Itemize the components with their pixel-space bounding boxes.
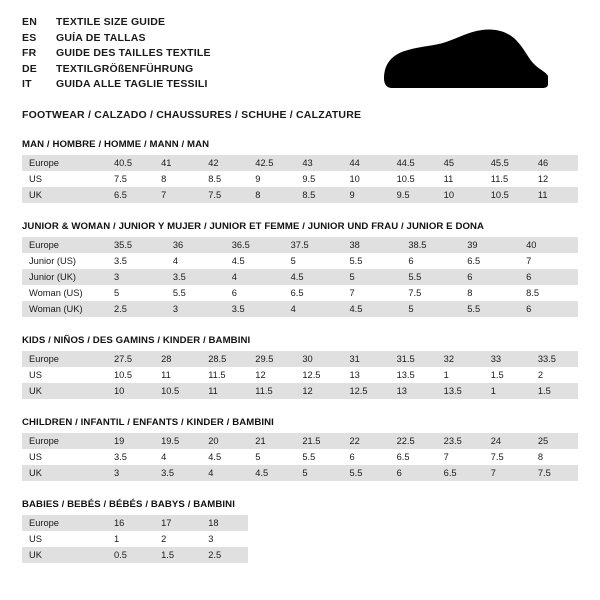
- language-title: GUIDA ALLE TAGLIE TESSILI: [56, 78, 208, 91]
- cell: 7: [154, 187, 201, 203]
- dress-shoe-icon: [370, 28, 550, 95]
- cell: 31: [342, 351, 389, 367]
- cell: 8.5: [201, 171, 248, 187]
- cell: 7.5: [107, 171, 154, 187]
- cell: 9: [248, 171, 295, 187]
- cell: 13.5: [437, 383, 484, 399]
- cell: 5.5: [343, 253, 402, 269]
- row-label: Woman (US): [22, 285, 107, 301]
- cell-empty: [437, 547, 484, 563]
- cell: 10.5: [154, 383, 201, 399]
- cell: 30: [295, 351, 342, 367]
- table-row: [22, 367, 578, 383]
- cell: 9.5: [295, 171, 342, 187]
- table-row: [22, 253, 578, 269]
- cell: 24: [484, 433, 531, 449]
- cell: 7.5: [531, 465, 578, 481]
- table-row: [22, 269, 578, 285]
- cell: 27.5: [107, 351, 154, 367]
- cell: 4: [284, 301, 343, 317]
- cell: 4: [201, 465, 248, 481]
- cell: 45.5: [484, 155, 531, 171]
- cell-empty: [295, 531, 342, 547]
- table-row: [22, 383, 578, 399]
- cell: 1: [437, 367, 484, 383]
- cell: 22: [342, 433, 389, 449]
- row-label: US: [22, 367, 107, 383]
- cell-empty: [531, 531, 578, 547]
- cell: 2: [531, 367, 578, 383]
- cell: 37.5: [284, 237, 343, 253]
- cell: 39: [460, 237, 519, 253]
- row-label: Europe: [22, 351, 107, 367]
- cell-empty: [437, 531, 484, 547]
- cell: 6: [401, 253, 460, 269]
- cell: 3.5: [166, 269, 225, 285]
- cell: 35.5: [107, 237, 166, 253]
- cell: 36: [166, 237, 225, 253]
- table-row: [22, 547, 578, 563]
- cell: 4: [166, 253, 225, 269]
- cell: 22.5: [390, 433, 437, 449]
- cell-empty: [531, 547, 578, 563]
- cell-empty: [390, 515, 437, 531]
- cell: 5.5: [401, 269, 460, 285]
- cell: 8: [460, 285, 519, 301]
- cell: 12.5: [342, 383, 389, 399]
- cell: 7: [484, 465, 531, 481]
- cell: 43: [295, 155, 342, 171]
- group-junior-woman: [22, 221, 578, 317]
- language-title: GUÍA DE TALLAS: [56, 31, 146, 44]
- cell-empty: [342, 515, 389, 531]
- size-table: [22, 155, 578, 203]
- cell: 36.5: [225, 237, 284, 253]
- table-row: [22, 351, 578, 367]
- cell: 0.5: [107, 547, 154, 563]
- cell: 9: [342, 187, 389, 203]
- cell: 13: [342, 367, 389, 383]
- cell: 45: [437, 155, 484, 171]
- row-label: Junior (UK): [22, 269, 107, 285]
- cell: 5: [295, 465, 342, 481]
- cell-empty: [484, 547, 531, 563]
- cell: 40.5: [107, 155, 154, 171]
- cell: 11: [201, 383, 248, 399]
- cell: 4.5: [225, 253, 284, 269]
- cell: 4.5: [343, 301, 402, 317]
- cell: 5: [248, 449, 295, 465]
- cell: 7.5: [201, 187, 248, 203]
- cell-empty: [295, 515, 342, 531]
- size-table: [22, 237, 578, 317]
- language-row: [22, 63, 211, 79]
- language-row: [22, 16, 211, 32]
- cell: 3.5: [107, 449, 154, 465]
- language-row: [22, 32, 211, 48]
- cell: 1: [484, 383, 531, 399]
- cell: 6: [519, 301, 578, 317]
- cell: 11: [154, 367, 201, 383]
- language-code: FR: [22, 47, 37, 60]
- cell: 3: [201, 531, 248, 547]
- cell: 13.5: [390, 367, 437, 383]
- cell-empty: [484, 531, 531, 547]
- cell: 10.5: [390, 171, 437, 187]
- row-label: US: [22, 531, 107, 547]
- cell: 10.5: [107, 367, 154, 383]
- cell-empty: [248, 515, 295, 531]
- cell: 6: [460, 269, 519, 285]
- cell: 41: [154, 155, 201, 171]
- row-label: Europe: [22, 155, 107, 171]
- row-label: Woman (UK): [22, 301, 107, 317]
- cell: 8.5: [295, 187, 342, 203]
- cell: 21.5: [295, 433, 342, 449]
- cell: 8: [531, 449, 578, 465]
- cell: 2.5: [107, 301, 166, 317]
- language-row: [22, 78, 211, 94]
- cell: 42.5: [248, 155, 295, 171]
- row-label: US: [22, 449, 107, 465]
- cell: 7: [519, 253, 578, 269]
- cell: 1.5: [154, 547, 201, 563]
- cell: 11.5: [484, 171, 531, 187]
- cell: 38: [343, 237, 402, 253]
- cell: 1.5: [531, 383, 578, 399]
- cell: 3: [166, 301, 225, 317]
- row-label: UK: [22, 383, 107, 399]
- row-label: UK: [22, 465, 107, 481]
- cell: 8.5: [519, 285, 578, 301]
- cell: 40: [519, 237, 578, 253]
- cell: 10: [107, 383, 154, 399]
- cell: 33.5: [531, 351, 578, 367]
- group-title: KIDS / NIÑOS / DES GAMINS / KINDER / BAMBINI: [22, 335, 251, 346]
- cell: 16: [107, 515, 154, 531]
- cell-empty: [248, 547, 295, 563]
- table-row: [22, 433, 578, 449]
- cell: 12: [531, 171, 578, 187]
- cell: 23.5: [437, 433, 484, 449]
- cell: 25: [531, 433, 578, 449]
- cell: 1.5: [484, 367, 531, 383]
- cell: 3.5: [107, 253, 166, 269]
- language-title: TEXTILGRÖßENFÜHRUNG: [56, 62, 194, 75]
- table-row: [22, 531, 578, 547]
- cell: 4: [154, 449, 201, 465]
- group-children: [22, 417, 578, 481]
- cell: 6.5: [460, 253, 519, 269]
- cell: 3: [107, 269, 166, 285]
- cell: 28.5: [201, 351, 248, 367]
- cell: 5.5: [166, 285, 225, 301]
- row-label: UK: [22, 187, 107, 203]
- row-label: Junior (US): [22, 253, 107, 269]
- cell: 11: [531, 187, 578, 203]
- group-title: JUNIOR & WOMAN / JUNIOR Y MUJER / JUNIOR ET FEMME / JUNIOR UND FRAU / JUNIOR E DONA: [22, 221, 485, 232]
- row-label: US: [22, 171, 107, 187]
- cell: 5.5: [295, 449, 342, 465]
- cell: 5: [107, 285, 166, 301]
- language-title-list: [22, 16, 211, 94]
- cell-empty: [248, 531, 295, 547]
- cell: 4.5: [201, 449, 248, 465]
- cell-empty: [390, 547, 437, 563]
- language-code: ES: [22, 31, 37, 44]
- cell: 44.5: [390, 155, 437, 171]
- cell: 6.5: [284, 285, 343, 301]
- cell: 11: [437, 171, 484, 187]
- group-kids: [22, 335, 578, 399]
- cell: 7.5: [484, 449, 531, 465]
- group-man: [22, 139, 578, 203]
- cell: 5: [343, 269, 402, 285]
- cell: 10: [342, 171, 389, 187]
- cell: 28: [154, 351, 201, 367]
- row-label: Europe: [22, 433, 107, 449]
- cell: 10.5: [484, 187, 531, 203]
- group-title: BABIES / BEBÉS / BÉBÉS / BABYS / BAMBINI: [22, 499, 235, 510]
- cell: 11.5: [201, 367, 248, 383]
- table-row: [22, 465, 578, 481]
- cell-empty: [342, 547, 389, 563]
- group-title: MAN / HOMBRE / HOMME / MANN / MAN: [22, 139, 210, 150]
- cell-empty: [437, 515, 484, 531]
- header: [22, 16, 578, 95]
- cell: 5.5: [460, 301, 519, 317]
- cell: 3: [107, 465, 154, 481]
- cell: 44: [342, 155, 389, 171]
- cell: 32: [437, 351, 484, 367]
- row-label: UK: [22, 547, 107, 563]
- group-title: CHILDREN / INFANTIL / ENFANTS / KINDER / BAMBINI: [22, 417, 274, 428]
- cell: 6: [342, 449, 389, 465]
- cell: 6.5: [107, 187, 154, 203]
- language-title: GUIDE DES TAILLES TEXTILE: [56, 47, 211, 60]
- row-label: Europe: [22, 237, 107, 253]
- page-title: FOOTWEAR / CALZADO / CHAUSSURES / SCHUHE / CALZATURE: [22, 109, 362, 121]
- group-babies: [22, 499, 578, 563]
- table-row: [22, 155, 578, 171]
- cell: 9.5: [390, 187, 437, 203]
- cell: 10: [437, 187, 484, 203]
- language-code: EN: [22, 16, 37, 28]
- row-label: Europe: [22, 515, 107, 531]
- cell: 7.5: [401, 285, 460, 301]
- cell: 13: [390, 383, 437, 399]
- cell: 12.5: [295, 367, 342, 383]
- table-row: [22, 237, 578, 253]
- cell: 21: [248, 433, 295, 449]
- language-title: TEXTILE SIZE GUIDE: [56, 16, 166, 28]
- cell: 6: [225, 285, 284, 301]
- cell: 3.5: [225, 301, 284, 317]
- table-row: [22, 171, 578, 187]
- cell: 12: [295, 383, 342, 399]
- cell: 8: [154, 171, 201, 187]
- cell: 19: [107, 433, 154, 449]
- cell: 17: [154, 515, 201, 531]
- cell: 5: [284, 253, 343, 269]
- cell: 6: [519, 269, 578, 285]
- cell-empty: [295, 547, 342, 563]
- cell: 46: [531, 155, 578, 171]
- language-code: IT: [22, 78, 32, 91]
- cell: 7: [343, 285, 402, 301]
- table-row: [22, 301, 578, 317]
- cell: 4: [225, 269, 284, 285]
- cell: 6.5: [437, 465, 484, 481]
- cell: 8: [248, 187, 295, 203]
- cell: 38.5: [401, 237, 460, 253]
- table-row: [22, 449, 578, 465]
- cell: 2: [154, 531, 201, 547]
- cell: 6.5: [390, 449, 437, 465]
- table-row: [22, 515, 578, 531]
- cell: 1: [107, 531, 154, 547]
- cell: 29.5: [248, 351, 295, 367]
- cell: 12: [248, 367, 295, 383]
- cell: 18: [201, 515, 248, 531]
- size-table: [22, 433, 578, 481]
- table-row: [22, 285, 578, 301]
- cell-empty: [531, 515, 578, 531]
- cell-empty: [342, 531, 389, 547]
- language-row: [22, 47, 211, 63]
- cell: 7: [437, 449, 484, 465]
- cell: 2.5: [201, 547, 248, 563]
- cell: 42: [201, 155, 248, 171]
- cell-empty: [484, 515, 531, 531]
- cell-empty: [390, 531, 437, 547]
- cell: 19.5: [154, 433, 201, 449]
- cell: 20: [201, 433, 248, 449]
- cell: 33: [484, 351, 531, 367]
- cell: 5: [401, 301, 460, 317]
- table-row: [22, 187, 578, 203]
- size-table: [22, 351, 578, 399]
- cell: 6: [390, 465, 437, 481]
- cell: 4.5: [284, 269, 343, 285]
- cell: 3.5: [154, 465, 201, 481]
- cell: 11.5: [248, 383, 295, 399]
- cell: 31.5: [390, 351, 437, 367]
- cell: 4.5: [248, 465, 295, 481]
- size-table: [22, 515, 578, 563]
- language-code: DE: [22, 62, 37, 75]
- cell: 5.5: [342, 465, 389, 481]
